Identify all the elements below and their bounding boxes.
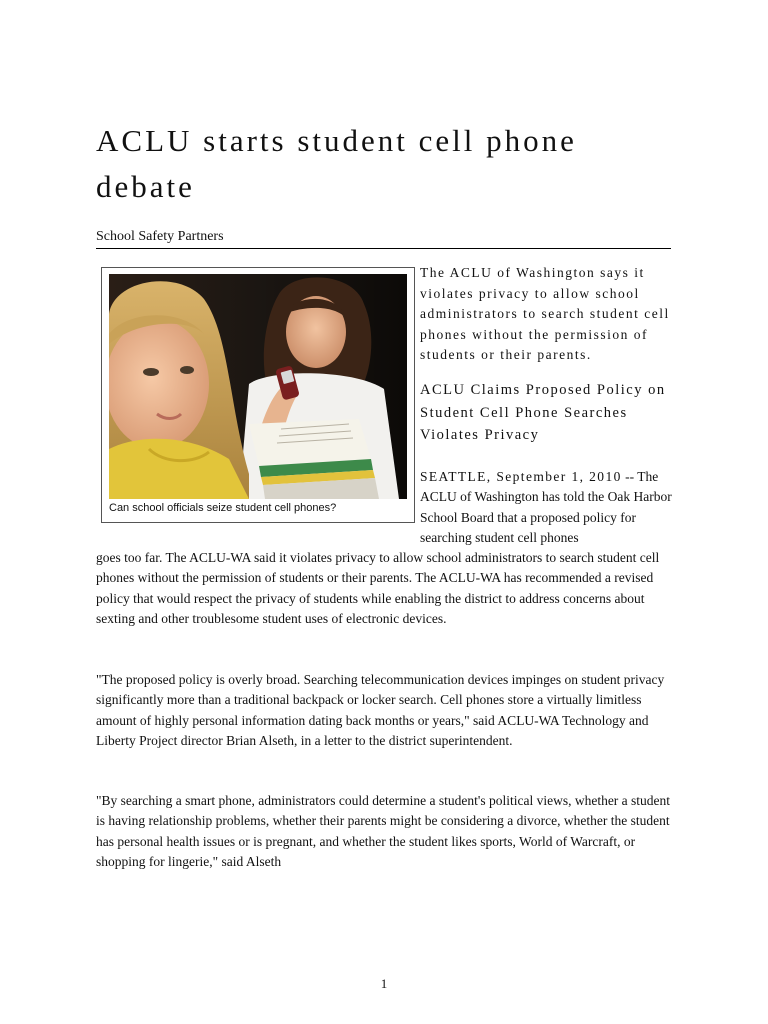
dateline-place-date: SEATTLE, September 1, 2010 [420, 469, 622, 484]
lead-paragraph: The ACLU of Washington says it violates privacy to allow school administrators to search student cell phones without the permission of students or their parents. [420, 265, 670, 363]
dateline-paragraph [420, 467, 676, 548]
body-paragraph-3: "By searching a smart phone, administrators could determine a student's political views, whether a student is having relationship problems, whether their parents might be considering a divorce, whether the student has personal health issues or is pregnant, and whether the student likes sports, World of Warcraft, or shopping for lingerie," said Alseth [96, 793, 671, 869]
article-title: ACLU starts student cell phone debate [96, 123, 577, 204]
article-subhead: ACLU Claims Proposed Policy on Student Cell Phone Searches Violates Privacy [420, 382, 666, 443]
body-paragraph-2: "The proposed policy is overly broad. Searching telecommunication devices impinges on student privacy significantly more than a traditional backpack or locker search. Cell phones store a virtually limitless amount of highly personal information dating back months or years," said ACLU-WA Technology and Liberty Project director Brian Alseth, in a letter to the district superintendent. [96, 672, 665, 748]
body-paragraph-1-continued: goes too far. The ACLU-WA said it violates privacy to allow school administrators to search student cell phones without the permission of students or their parents. The ACLU-WA has recommended a revised policy that would respect the privacy of students while enabling the district to address concerns about sexting and other troublesome student uses of electronic devices. [96, 550, 660, 626]
figure-caption: Can school officials seize student cell phones? [109, 502, 337, 514]
article-source: School Safety Partners [96, 229, 671, 249]
photo-girls-cell-phone [109, 274, 407, 499]
dateline-text: The ACLU of Washington has told the Oak Harbor School Board that a proposed policy for searching student cell phones [420, 469, 672, 545]
dateline-separator: -- [621, 469, 638, 484]
article-figure [101, 267, 415, 523]
page-number: 1 [380, 976, 388, 991]
